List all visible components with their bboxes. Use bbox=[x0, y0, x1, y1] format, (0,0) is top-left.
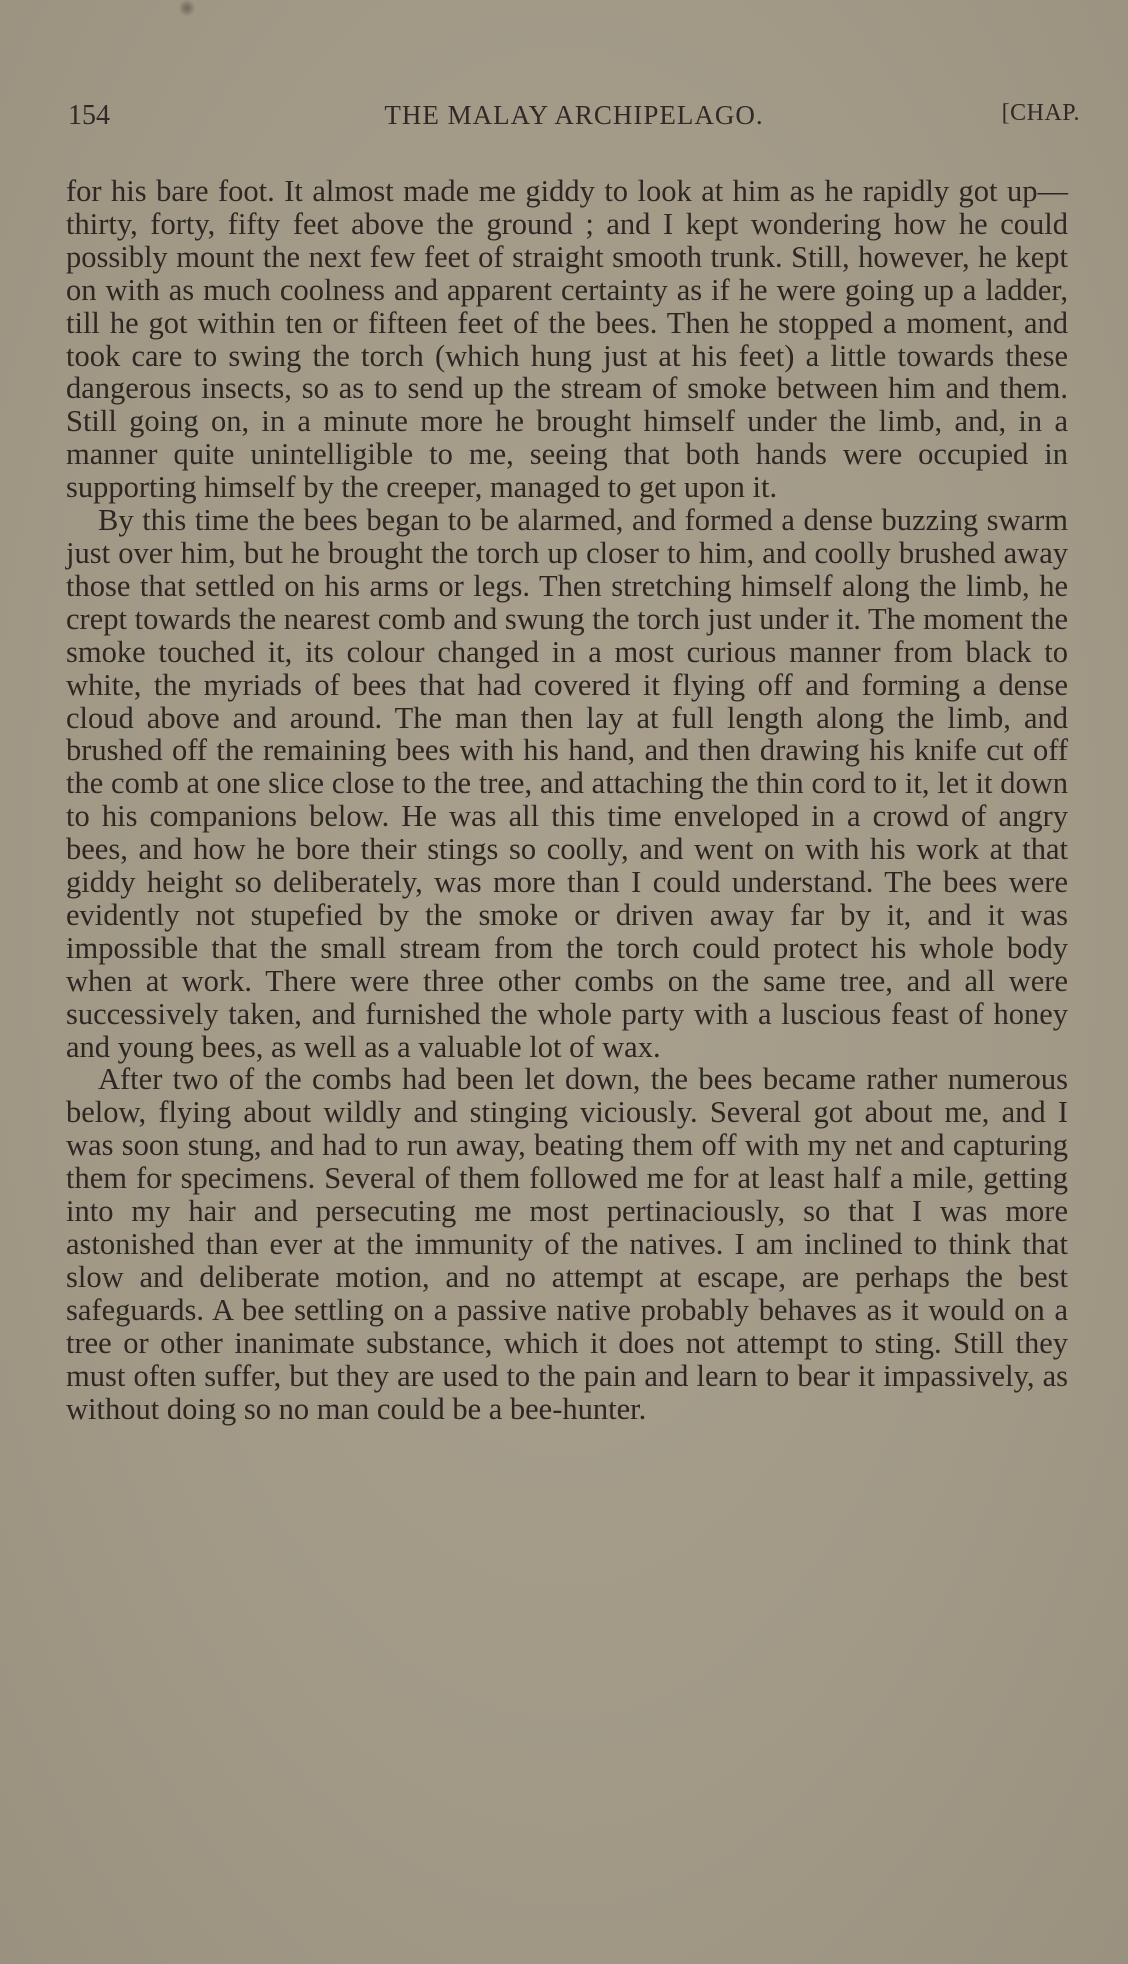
ink-smudge bbox=[178, 0, 196, 16]
body-text bbox=[66, 175, 1068, 1425]
chapter-mark: [CHAP. bbox=[1001, 100, 1080, 126]
paragraph-stung: After two of the combs had been let down, the bees became rather numerous below, flying about wildly and stinging viciously. Several got about me, and I was soon stung, and had to run away, beating them off with my net and capturing them for specimens. Several of them followed me for at least half a mile, getting into my hair and persecuting me most pertinaciously, so that I was more astonished than ever at the immunity of the natives. I am inclined to think that slow and deliberate motion, and no attempt at escape, are perhaps the best safeguards. A bee settling on a passive native probably behaves as it would on a tree or other inanimate substance, which it does not attempt to sting. Still they must often suffer, but they are used to the pain and learn to bear it impassively, as without doing so no man could be a bee-hunter. bbox=[66, 1062, 1068, 1426]
page-number: 154 bbox=[68, 100, 110, 131]
paragraph-bees-alarmed: By this time the bees began to be alarmed, and formed a dense buzzing swarm just over him, but he brought the torch up closer to him, and coolly brushed away those that settled on his arms or legs. Then stretching himself along the limb, he crept towards the nearest comb and swung the torch just under it. The moment the smoke touched it, its colour changed in a most curious manner from black to white, the myriads of bees that had covered it flying off and forming a dense cloud above and around. The man then lay at full length along the limb, and brushed off the remaining bees with his hand, and then drawing his knife cut off the comb at one slice close to the tree, and attaching the thin cord to it, let it down to his companions below. He was all this time enveloped in a crowd of angry bees, and how he bore their stings so coolly, and went on with his work at that giddy height so deliberately, was more than I could understand. The bees were evidently not stupefied by the smoke or driven away far by it, and it was impossible that the small stream from the torch could protect his whole body when at work. There were three other combs on the same tree, and all were successively taken, and furnished the whole party with a luscious feast of honey and young bees, as well as a valuable lot of wax. bbox=[66, 503, 1068, 1064]
running-title: THE MALAY ARCHIPELAGO. bbox=[384, 100, 764, 130]
paragraph-continued: for his bare foot. It almost made me giddy to look at him as he rapidly got up—thirty, forty, fifty feet above the ground ; and I kept wondering how he could possibly mount the next few feet of straight smooth trunk. Still, however, he kept on with as much coolness and apparent certainty as if he were going up a ladder, till he got within ten or fifteen feet of the bees. Then he stopped a moment, and took care to swing the torch (which hung just at his feet) a little towards these dangerous insects, so as to send up the stream of smoke between him and them. Still going on, in a minute more he brought himself under the limb, and, in a manner quite unintelligible to me, seeing that both hands were occupied in supporting himself by the creeper, managed to get upon it. bbox=[66, 174, 1068, 505]
page-header bbox=[68, 100, 1080, 136]
